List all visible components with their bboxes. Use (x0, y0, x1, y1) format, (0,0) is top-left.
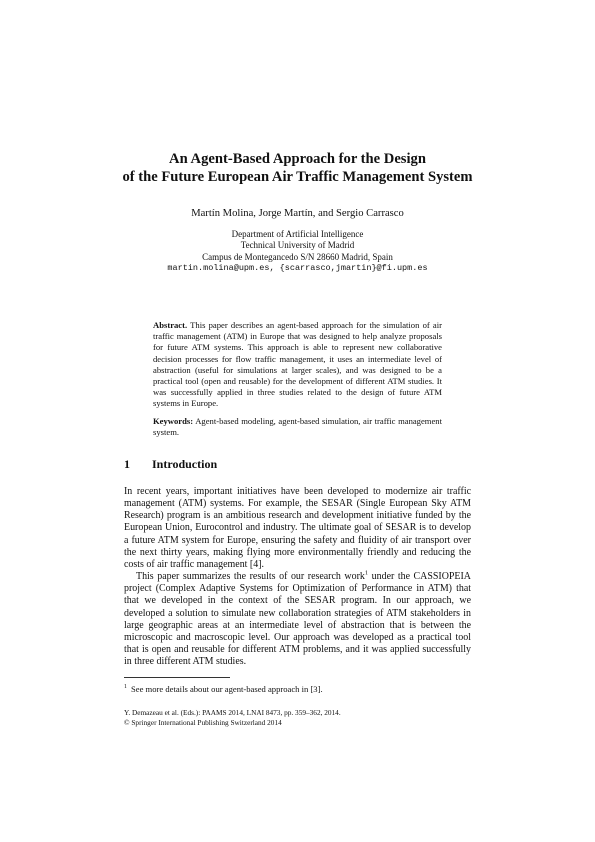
section-title: Introduction (152, 457, 218, 471)
keywords-paragraph (153, 416, 442, 438)
body-paragraph-1: In recent years, important initiatives have been developed to modernize air traffic management (ATM) systems. For example, the SESAR (Single European Sky ATM Research) program is an ambitious research and development initiative funded by the European Union, Eurocontrol and industry. The ultimate goal of SESAR is to develop a future ATM system for Europe, ensuring the safety and fluidity of air transport over the next thirty years, making flying more environmentally friendly and reducing the costs of air traffic management [4]. (124, 486, 471, 570)
paragraph-2-text-start: This paper summarizes the results of our research work (136, 571, 365, 583)
footnote (124, 684, 471, 695)
publication-citation (124, 708, 471, 727)
copyright-line: © Springer International Publishing Switzerland 2014 (124, 717, 282, 727)
section-body (124, 486, 471, 668)
section-number: 1 (124, 457, 130, 471)
section-heading (124, 457, 217, 472)
abstract-label: Abstract. (153, 320, 188, 330)
affiliation-address: Campus de Montegancedo S/N 28660 Madrid, Spain (202, 251, 393, 262)
title-line-1: An Agent-Based Approach for the Design (169, 151, 426, 167)
paragraph-2-text-end: under the CASSIOPEIA project (Complex Adaptive Systems for Optimization of Performance in ATM) that that we developed in the context of the SESAR program. In our approach, we developed a solution to simulate new collaboration strategies of ATM stakeholders in large geographic areas at an intermediate level of abstraction that is between the microscopic and macroscopic level. Our approach was developed as a practical tool that is open and reusable for different ATM problems, and it was applied successfully in three different ATM studies. (124, 571, 471, 668)
body-paragraph-2 (124, 571, 471, 668)
footnote-reference[interactable]: 1 (364, 569, 369, 577)
footnote-divider (124, 677, 230, 678)
paper-title (100, 150, 495, 186)
keywords-label: Keywords: (153, 415, 194, 426)
affiliation-university: Technical University of Madrid (240, 240, 355, 251)
author-emails: martin.molina@upm.es, {scarrasco,jmartin}@fi.upm.es (167, 263, 428, 274)
author-list: Martín Molina, Jorge Martín, and Sergio Carrasco (191, 208, 404, 219)
citation-line-1: Y. Demazeau et al. (Eds.): PAAMS 2014, LNAI 8473, pp. 359–362, 2014. (124, 708, 341, 717)
footnote-text: See more details about our agent-based approach in [3]. (131, 684, 323, 694)
abstract-text: This paper describes an agent-based approach for the simulation of air traffic management (ATM) in Europe that was designed to help analyze proposals for future ATM systems. This approach is able to represent new collaborative decision processes for flow traffic management, it uses an intermediate level of abstraction (useful for simulations at larger scales), and was designed to be a practical tool (open and reusable) for the development of different ATM studies. It was successfully applied in three studies related to the design of future ATM systems in Europe. (153, 320, 442, 409)
affiliation-department: Department of Artificial Intelligence (231, 229, 364, 239)
abstract-paragraph (153, 320, 442, 410)
title-line-2: of the Future European Air Traffic Management System (122, 169, 473, 185)
footnote-marker: 1 (124, 684, 127, 691)
keywords-text: Agent-based modeling, agent-based simulation, air traffic management system. (153, 415, 442, 437)
abstract-block (153, 320, 442, 438)
affiliation-block (100, 229, 495, 275)
